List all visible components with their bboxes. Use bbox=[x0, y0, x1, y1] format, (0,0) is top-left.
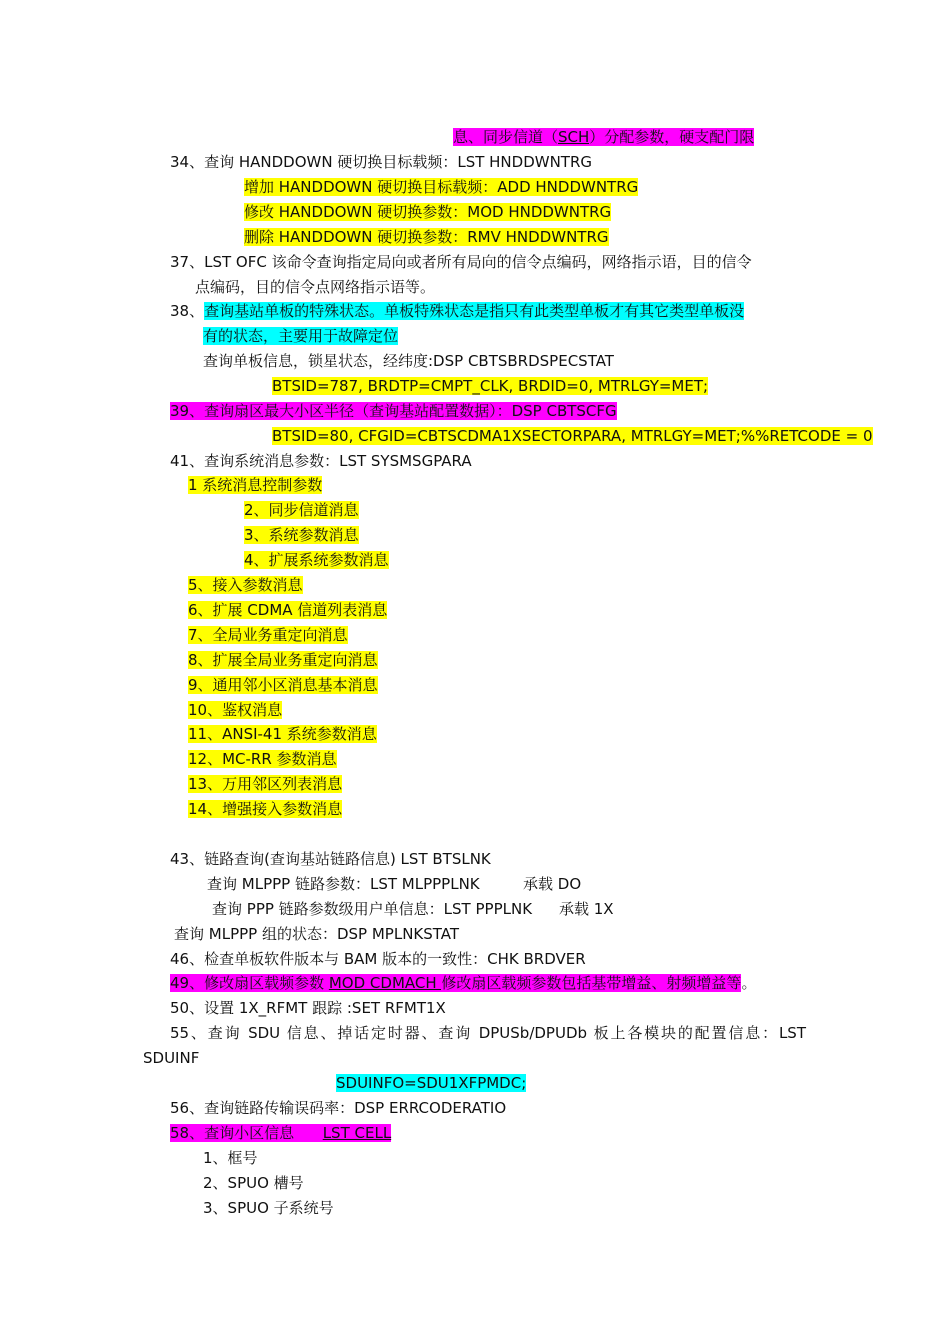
item-58: 58、查询小区信息 LST CELL bbox=[170, 1124, 392, 1142]
item-49: 49、修改扇区载频参数 MOD CDMACH 修改扇区载频参数包括基带增益、射频增益等。 bbox=[170, 974, 757, 992]
cell-field: 1、框号 bbox=[203, 1149, 258, 1167]
item-43: 43、链路查询(查询基站链路信息) LST BTSLNK bbox=[170, 850, 491, 868]
item-39: 39、查询扇区最大小区半径（查询基站配置数据）：DSP CBTSCFG bbox=[170, 402, 617, 420]
highlight-text: SCH bbox=[558, 128, 590, 146]
cfg-params: BTSID=80, CFGID=CBTSCDMA1XSECTORPARA, MTRLGY=MET;%%RETCODE = 0 bbox=[272, 427, 873, 445]
list-item: 2、同步信道消息 bbox=[244, 501, 359, 519]
sub-item: 修改 HANDDOWN 硬切换参数：MOD HNDDWNTRG bbox=[244, 203, 612, 221]
list-item: 11、ANSI-41 系统参数消息 bbox=[188, 725, 377, 743]
mlppp-link: 查询 MLPPP 链路参数：LST MLPPPLNK 承载 DO bbox=[207, 875, 582, 893]
board-query: 查询单板信息，锁星状态，经纬度:DSP CBTSBRDSPECSTAT bbox=[203, 352, 614, 370]
list-item: 7、全局业务重定向消息 bbox=[188, 626, 348, 644]
item-55: 55、查询 SDU 信息、掉话定时器、查询 DPUSb/DPUDb 板上各模块的配置信息：LST bbox=[170, 1024, 806, 1042]
item-34: 34、查询 HANDDOWN 硬切换目标载频：LST HNDDWNTRG bbox=[170, 153, 593, 171]
board-params: BTSID=787, BRDTP=CMPT_CLK, BRDID=0, MTRLGY=MET; bbox=[272, 377, 709, 395]
item-37: 37、LST OFC 该命令查询指定局向或者所有局向的信令点编码，网络指示语，目的信令 bbox=[170, 253, 752, 271]
item-50: 50、设置 1X_RFMT 跟踪 :SET RFMT1X bbox=[170, 999, 446, 1017]
highlight-text: 息、同步信道（ bbox=[453, 128, 559, 146]
list-item: 8、扩展全局业务重定向消息 bbox=[188, 651, 378, 669]
item-38: 38、查询基站单板的特殊状态。单板特殊状态是指只有此类型单板才有其它类型单板没 bbox=[170, 302, 745, 320]
ppp-link: 查询 PPP 链路参数级用户单信息：LST PPPLNK 承载 1X bbox=[212, 900, 614, 918]
list-item: 6、扩展 CDMA 信道列表消息 bbox=[188, 601, 388, 619]
list-item: 13、万用邻区列表消息 bbox=[188, 775, 343, 793]
sub-item: 删除 HANDDOWN 硬切换参数：RMV HNDDWNTRG bbox=[244, 228, 609, 246]
list-item: 4、扩展系统参数消息 bbox=[244, 551, 389, 569]
item-38-cont: 有的状态，主要用于故障定位 bbox=[203, 327, 399, 345]
sduinfo-param: SDUINFO=SDU1XFPMDC; bbox=[336, 1074, 527, 1092]
list-item: 12、MC-RR 参数消息 bbox=[188, 750, 337, 768]
item-56: 56、查询链路传输误码率：DSP ERRCODERATIO bbox=[170, 1099, 507, 1117]
line-continued-sch bbox=[453, 126, 754, 148]
item-41: 41、查询系统消息参数：LST SYSMSGPARA bbox=[170, 452, 472, 470]
list-item: 14、增强接入参数消息 bbox=[188, 800, 343, 818]
highlight-text: ）分配参数，硬支配门限 bbox=[589, 128, 755, 146]
sub-item: 增加 HANDDOWN 硬切换目标载频：ADD HNDDWNTRG bbox=[244, 178, 639, 196]
list-item: 9、通用邻小区消息基本消息 bbox=[188, 676, 378, 694]
list-item: 5、接入参数消息 bbox=[188, 576, 303, 594]
list-item: 3、系统参数消息 bbox=[244, 526, 359, 544]
item-37-cont: 点编码，目的信令点网络指示语等。 bbox=[195, 278, 436, 296]
cell-field: 2、SPUO 槽号 bbox=[203, 1174, 304, 1192]
list-item: 10、鉴权消息 bbox=[188, 701, 283, 719]
mlppp-group: 查询 MLPPP 组的状态：DSP MPLNKSTAT bbox=[174, 925, 460, 943]
cell-field: 3、SPUO 子系统号 bbox=[203, 1199, 334, 1217]
item-46: 46、检查单板软件版本与 BAM 版本的一致性：CHK BRDVER bbox=[170, 950, 586, 968]
list-item: 1 系统消息控制参数 bbox=[188, 476, 323, 494]
item-55-cont: SDUINF bbox=[143, 1049, 200, 1067]
